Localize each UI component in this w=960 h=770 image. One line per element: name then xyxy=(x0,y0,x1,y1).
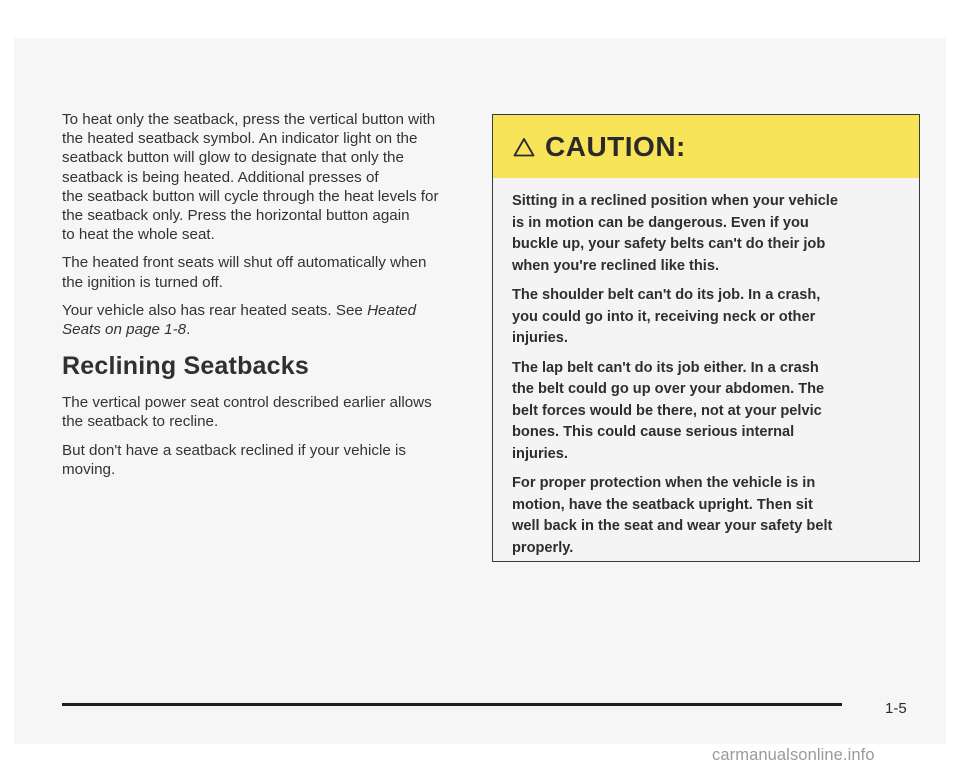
text-line: seatback is being heated. Additional presses of xyxy=(62,168,379,186)
paragraph-reclined-warning xyxy=(62,441,464,479)
caution-paragraph xyxy=(512,285,903,350)
rear-seats-text: Your vehicle also has rear heated seats. See xyxy=(62,301,368,319)
text-line: Sitting in a reclined position when your vehicle xyxy=(512,193,838,209)
text-line: The lap belt can't do its job either. In a crash xyxy=(512,359,819,376)
text-line: properly. xyxy=(512,539,574,556)
paragraph-auto-shutoff xyxy=(62,253,464,291)
text-line: But don't have a seatback reclined if your vehicle is xyxy=(62,441,406,459)
text-line: For proper protection when the vehicle is in xyxy=(512,475,816,491)
text-line: you could go into it, receiving neck or other xyxy=(512,308,816,325)
heated-seats-link[interactable]: Heated xyxy=(367,301,417,319)
caution-header xyxy=(493,115,919,178)
text-line: the heated seatback symbol. An indicator light on the xyxy=(62,130,418,148)
text-line: when you're reclined like this. xyxy=(512,257,720,274)
caution-paragraph xyxy=(512,358,903,466)
paragraph-rear-heated-seats xyxy=(62,301,464,339)
caution-paragraph xyxy=(512,473,903,559)
caution-body xyxy=(493,178,919,559)
text-line: the seatback only. Press the horizontal button again xyxy=(62,207,410,225)
text-line: belt forces would be there, not at your pelvic xyxy=(512,402,822,419)
text-line: injuries. xyxy=(512,330,568,346)
text-line: bones. This could cause serious internal xyxy=(512,424,795,440)
text-line: well back in the seat and wear your safety belt xyxy=(512,518,833,534)
paragraph-power-seat-control xyxy=(62,393,464,431)
text-line xyxy=(62,301,464,320)
caution-box xyxy=(492,114,920,562)
text-line: is in motion can be dangerous. Even if you xyxy=(512,214,809,231)
caution-title: CAUTION: xyxy=(545,130,686,162)
warning-triangle-icon xyxy=(513,137,535,157)
text-line xyxy=(62,320,464,339)
text-line: injuries. xyxy=(512,445,568,462)
text-line: The heated front seats will shut off automatically when xyxy=(62,254,427,272)
text-line: buckle up, your safety belts can't do their job xyxy=(512,236,826,252)
watermark-link[interactable]: carmanualsonline.info xyxy=(712,746,875,764)
text-line: To heat only the seatback, press the vertical button with xyxy=(62,111,436,128)
footer-divider xyxy=(62,703,842,706)
page-number: 1-5 xyxy=(885,700,907,717)
sentence-end: . xyxy=(186,321,191,339)
text-line: motion, have the seatback upright. Then sit xyxy=(512,496,813,513)
text-line: the ignition is turned off. xyxy=(62,273,223,291)
text-line: The shoulder belt can't do its job. In a crash, xyxy=(512,287,821,303)
text-line: the belt could go up over your abdomen. The xyxy=(512,381,825,397)
text-line: moving. xyxy=(62,460,116,478)
text-line: to heat the whole seat. xyxy=(62,226,215,244)
text-line: the seatback to recline. xyxy=(62,413,219,431)
text-line: The vertical power seat control described earlier allows xyxy=(62,394,432,412)
text-line: the seatback button will cycle through the heat levels for xyxy=(62,187,439,205)
section-heading: Reclining Seatbacks xyxy=(62,352,309,381)
text-line: seatback button will glow to designate that only the xyxy=(62,149,404,167)
paragraph-seatback-heating xyxy=(62,110,464,244)
caution-paragraph xyxy=(512,191,903,277)
page-reference-link[interactable]: Seats on page 1-8 xyxy=(62,321,187,339)
left-column xyxy=(62,110,464,488)
